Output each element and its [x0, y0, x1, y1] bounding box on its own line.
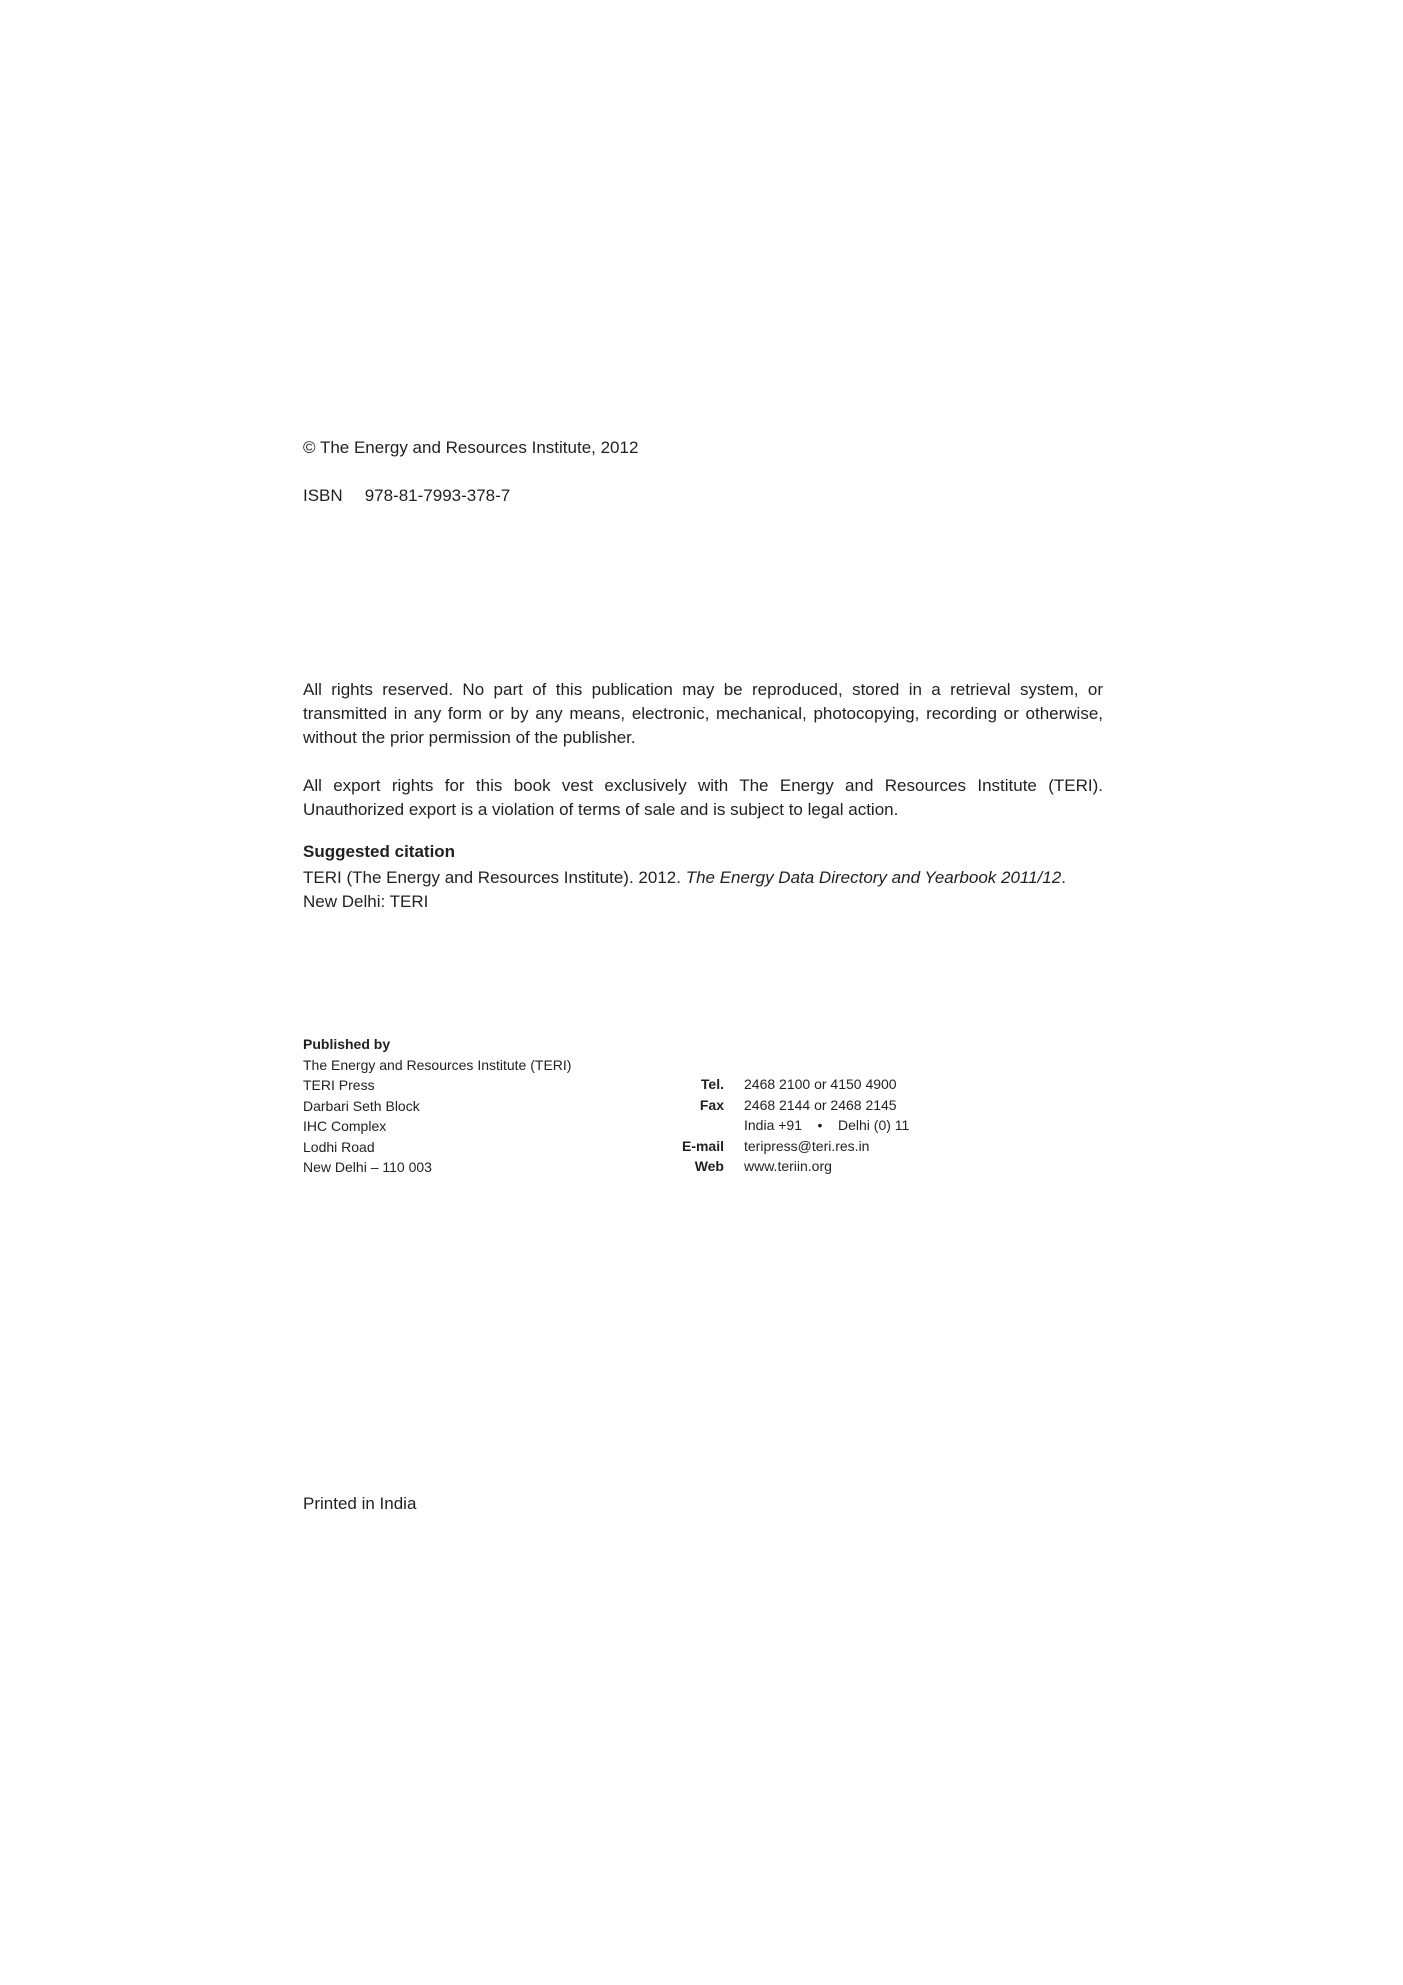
fax-row	[600, 1095, 1000, 1116]
web-label: Web	[694, 1158, 724, 1174]
contact-block	[600, 1074, 1000, 1177]
rights-paragraph: All rights reserved. No part of this publication may be reproduced, stored in a retrieval system, or transmitted in any form or by any means, electronic, mechanical, photocopying, recording or otherwise, without the prior permission of the publisher.	[303, 680, 1103, 747]
publisher-heading: Published by	[303, 1036, 391, 1052]
isbn-label: ISBN	[303, 486, 343, 505]
publisher-name: The Energy and Resources Institute (TERI)	[303, 1056, 572, 1073]
citation-heading: Suggested citation	[303, 842, 456, 861]
printed-in-india: Printed in India	[303, 1494, 417, 1513]
citation-prefix: TERI (The Energy and Resources Institute). 2012.	[303, 868, 686, 887]
dial-codes-row	[600, 1115, 1000, 1136]
export-paragraph: All export rights for this book vest exclusively with The Energy and Resources Institute (TERI). Unauthorized export is a violation of terms of sale and is subject to legal action.	[303, 776, 1103, 819]
tel-row	[600, 1074, 1000, 1095]
email-label: E-mail	[681, 1137, 724, 1154]
publisher-road: Lodhi Road	[303, 1138, 375, 1155]
fax-label: Fax	[699, 1096, 724, 1113]
dial-codes: India +91 • Delhi (0) 11	[744, 1117, 910, 1133]
email-value: teripress@teri.res.in	[744, 1137, 870, 1154]
web-row	[600, 1156, 1000, 1177]
publisher-complex: IHC Complex	[303, 1118, 387, 1134]
isbn-number: 978-81-7993-378-7	[364, 486, 511, 505]
isbn-line	[303, 486, 510, 506]
citation-place: New Delhi: TERI	[303, 892, 429, 911]
citation-text	[303, 866, 1123, 914]
tel-value: 2468 2100 or 4150 4900	[744, 1076, 897, 1092]
email-row	[600, 1136, 1000, 1157]
citation-title: The Energy Data Directory and Yearbook 2011/12	[685, 868, 1062, 887]
copyright-notice: © The Energy and Resources Institute, 2012	[303, 438, 639, 457]
fax-value: 2468 2144 or 2468 2145	[744, 1096, 897, 1113]
tel-label: Tel.	[700, 1076, 724, 1092]
web-value: www.teriin.org	[744, 1158, 832, 1174]
publisher-press: TERI Press	[303, 1077, 375, 1093]
citation-suffix: .	[1061, 868, 1066, 887]
publisher-building: Darbari Seth Block	[303, 1097, 420, 1114]
publisher-block	[303, 1034, 571, 1178]
publisher-city: New Delhi – 110 003	[303, 1159, 432, 1175]
